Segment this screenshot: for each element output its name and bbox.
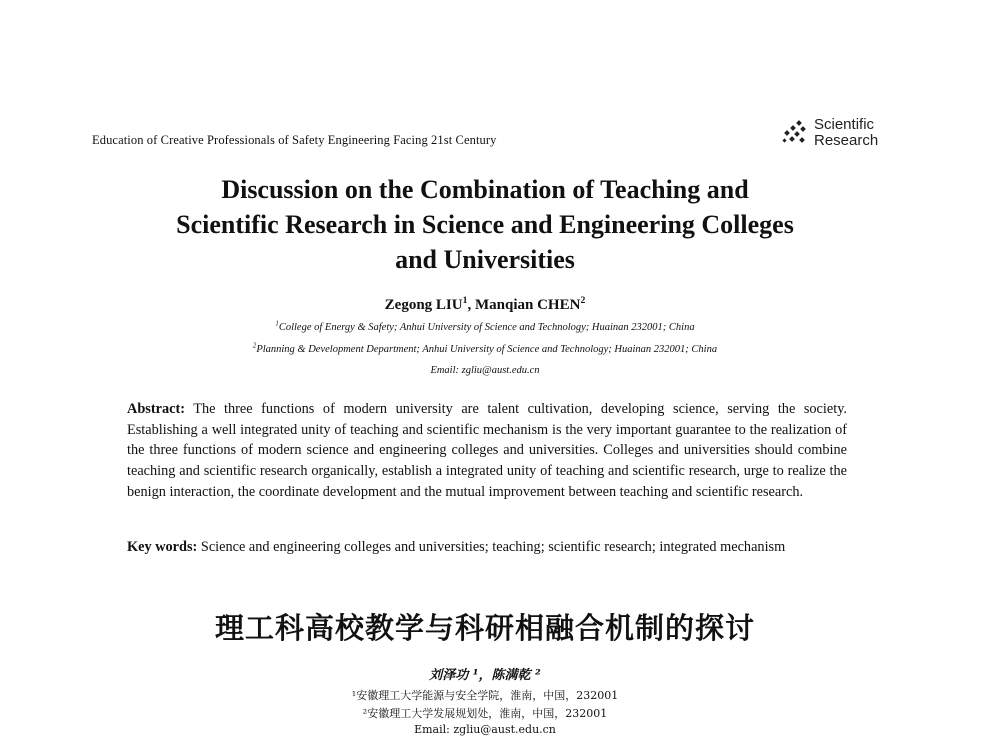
keywords-text: Science and engineering colleges and universities; teaching; scientific research; integrated mechanism	[200, 539, 786, 555]
author1-sup: 1	[462, 295, 468, 306]
brand-line2: Research	[814, 132, 879, 149]
author1-name: Zegong LIU	[384, 297, 463, 313]
author2-name: Manqian CHEN	[474, 297, 581, 313]
author-list	[60, 297, 910, 314]
author-separator: ,	[467, 297, 475, 313]
scientific-research-logo-icon	[780, 118, 810, 148]
author-email: Email: zgliu@aust.edu.cn	[430, 365, 540, 376]
chinese-title: 理工科高校教学与科研相融合机制的探讨	[214, 611, 755, 645]
abstract-text: The three functions of modern university are talent cultivation, developing science, serving the society. Establishing a well integrated unity of teaching and scientific mechanism is the very important guarantee to the realization of the three functions of modern science and engineering colleges and universities. Colleges and universities should combine teaching and scientific research organically, establish a integrated unity of teaching and scientific research, urge to realize the benign interaction, the coordinate development and the mutual improvement between teaching and scientific research.	[127, 401, 847, 500]
paper-title	[60, 172, 910, 277]
brand-line1: Scientific	[814, 116, 875, 133]
affiliation-1	[60, 322, 910, 333]
abstract	[127, 399, 847, 503]
affiliation-2-sup: 2	[252, 342, 257, 350]
affiliation-2-text: Planning & Development Department; Anhui University of Science and Technology; Huainan 232001; China	[256, 344, 718, 355]
chinese-affiliation-2: ²安徽理工大学发展规划处，淮南，中国，232001	[362, 707, 608, 720]
brand-text	[814, 117, 878, 149]
keywords	[127, 537, 847, 558]
affiliation-2	[60, 344, 910, 355]
chinese-authors: 刘泽功 ¹，陈满乾 ²	[429, 668, 541, 683]
chinese-affiliation-1: ¹安徽理工大学能源与安全学院，淮南，中国，232001	[351, 689, 619, 702]
author2-sup: 2	[580, 295, 586, 306]
title-line1: Discussion on the Combination of Teaching and	[221, 175, 749, 204]
title-line3: and Universities	[395, 245, 575, 274]
publisher-brand	[780, 117, 878, 149]
title-line2: Scientific Research in Science and Engineering Colleges	[176, 210, 794, 239]
abstract-label: Abstract:	[127, 401, 185, 417]
affiliation-1-text: College of Energy & Safety; Anhui University of Science and Technology; Huainan 232001; China	[278, 322, 695, 333]
keywords-label: Key words:	[127, 539, 198, 555]
affiliation-1-sup: 1	[275, 320, 279, 328]
chinese-email: Email: zgliu@aust.edu.cn	[414, 723, 556, 736]
running-title: Education of Creative Professionals of Safety Engineering Facing 21st Century	[92, 133, 497, 147]
